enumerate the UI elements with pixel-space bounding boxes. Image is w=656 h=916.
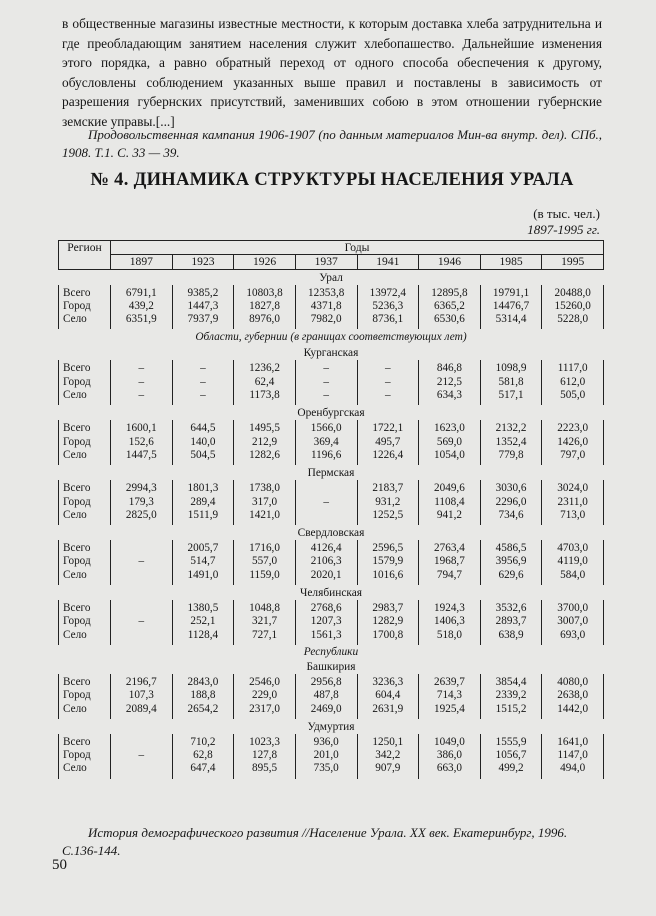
table-cell: 3700,0 — [542, 600, 604, 615]
table-cell: 1511,9 — [172, 509, 234, 525]
table-cell: 386,0 — [419, 749, 481, 762]
table-row — [59, 703, 604, 719]
table-row — [59, 480, 604, 495]
table-cell: 1700,8 — [357, 629, 419, 645]
table-row — [59, 436, 604, 449]
year-range-label: 1897-1995 гг. — [527, 222, 600, 237]
table-cell — [295, 480, 357, 495]
units-note — [527, 206, 600, 238]
table-row — [59, 300, 604, 313]
table-cell: 2596,5 — [357, 540, 419, 555]
table-cell: 1925,4 — [419, 703, 481, 719]
table-row — [59, 674, 604, 689]
table-cell: – — [357, 360, 419, 375]
region-header: Регион — [59, 241, 111, 270]
table-cell: 20488,0 — [542, 285, 604, 300]
table-cell: 439,2 — [111, 300, 173, 313]
table-cell: 638,9 — [480, 629, 542, 645]
table-cell: – — [295, 389, 357, 405]
table-cell: 1128,4 — [172, 629, 234, 645]
population-table — [58, 240, 604, 779]
table-cell: 4703,0 — [542, 540, 604, 555]
row-label: Всего — [59, 734, 111, 749]
year-header: 1995 — [542, 255, 604, 269]
units-label: (в тыс. чел.) — [533, 206, 600, 221]
table-cell: 252,1 — [172, 615, 234, 628]
row-label: Село — [59, 509, 111, 525]
table-cell: 2005,7 — [172, 540, 234, 555]
table-cell: 663,0 — [419, 762, 481, 778]
table-cell: 1352,4 — [480, 436, 542, 449]
table-cell: 317,0 — [234, 496, 296, 509]
table-cell: 3532,6 — [480, 600, 542, 615]
table-cell — [111, 540, 173, 555]
table-cell: 2183,7 — [357, 480, 419, 495]
table-cell: 2132,2 — [480, 420, 542, 435]
row-label: Город — [59, 376, 111, 389]
table-cell: 2049,6 — [419, 480, 481, 495]
region-name: Курганская — [303, 347, 359, 360]
table-row — [59, 689, 604, 702]
table-cell: 12353,8 — [295, 285, 357, 300]
table-cell: – — [111, 555, 173, 568]
table-cell: – — [172, 360, 234, 375]
table-row — [59, 376, 604, 389]
table-cell: 941,2 — [419, 509, 481, 525]
table-cell: 6791,1 — [111, 285, 173, 300]
table-row — [59, 629, 604, 645]
table-cell: 8736,1 — [357, 313, 419, 329]
table-cell: 634,3 — [419, 389, 481, 405]
row-label: Всего — [59, 674, 111, 689]
table-cell: 4119,0 — [542, 555, 604, 568]
table-cell: 4371,8 — [295, 300, 357, 313]
table-cell: 1054,0 — [419, 449, 481, 465]
table-cell: 1924,3 — [419, 600, 481, 615]
table-cell: 734,6 — [480, 509, 542, 525]
table-cell: 2825,0 — [111, 509, 173, 525]
table-cell: 2317,0 — [234, 703, 296, 719]
table-cell: 2994,3 — [111, 480, 173, 495]
table-cell: – — [111, 749, 173, 762]
table-cell: 1555,9 — [480, 734, 542, 749]
region-name: Пермская — [307, 467, 355, 480]
table-cell: 647,4 — [172, 762, 234, 778]
table-cell: 604,4 — [357, 689, 419, 702]
table-cell: 2106,3 — [295, 555, 357, 568]
table-cell: 2631,9 — [357, 703, 419, 719]
table-cell: – — [295, 360, 357, 375]
row-label: Село — [59, 703, 111, 719]
year-header: 1923 — [172, 255, 234, 269]
table-cell: 1049,0 — [419, 734, 481, 749]
table-cell: 3024,0 — [542, 480, 604, 495]
table-cell: 1250,1 — [357, 734, 419, 749]
row-label: Город — [59, 300, 111, 313]
table-cell: 2339,2 — [480, 689, 542, 702]
table-cell: 152,6 — [111, 436, 173, 449]
table-row — [59, 734, 604, 749]
table-cell: 1968,7 — [419, 555, 481, 568]
table-cell: 1716,0 — [234, 540, 296, 555]
table-cell: 735,0 — [295, 762, 357, 778]
region-name: Удмуртия — [307, 720, 355, 733]
table-cell: 1252,5 — [357, 509, 419, 525]
row-label: Село — [59, 569, 111, 585]
table-cell: 140,0 — [172, 436, 234, 449]
table-cell: 584,0 — [542, 569, 604, 585]
table-cell: 1447,3 — [172, 300, 234, 313]
table-cell: 14476,7 — [480, 300, 542, 313]
table-cell — [111, 629, 173, 645]
table-cell: 2983,7 — [357, 600, 419, 615]
row-label: Село — [59, 449, 111, 465]
table-cell: 127,8 — [234, 749, 296, 762]
table-cell: 1173,8 — [234, 389, 296, 405]
table-cell: 846,8 — [419, 360, 481, 375]
section-label-oblasts: Области, губернии (в границах соответствующих лет) — [195, 331, 467, 344]
year-header: 1937 — [295, 255, 357, 269]
source-citation-top: Продовольственная кампания 1906-1907 (по данным материалов Мин-ва внутр. дел). СПб., 1908. Т.1. С. 33 — 39. — [62, 127, 602, 160]
table-cell: 1380,5 — [172, 600, 234, 615]
row-label: Село — [59, 629, 111, 645]
table-cell: 494,0 — [542, 762, 604, 778]
row-label: Город — [59, 615, 111, 628]
table-cell: 3236,3 — [357, 674, 419, 689]
table-cell: 321,7 — [234, 615, 296, 628]
table-cell: 1641,0 — [542, 734, 604, 749]
table-cell: 5236,3 — [357, 300, 419, 313]
table-cell: 3030,6 — [480, 480, 542, 495]
table-cell: – — [111, 615, 173, 628]
table-cell: 1561,3 — [295, 629, 357, 645]
table-cell: 1117,0 — [542, 360, 604, 375]
row-label: Всего — [59, 600, 111, 615]
table-cell: 895,5 — [234, 762, 296, 778]
table-cell: 1442,0 — [542, 703, 604, 719]
table-cell: 179,3 — [111, 496, 173, 509]
table-cell — [295, 509, 357, 525]
table-cell: 188,8 — [172, 689, 234, 702]
table-row — [59, 600, 604, 615]
table-cell: 1827,8 — [234, 300, 296, 313]
table-cell: 2893,7 — [480, 615, 542, 628]
table-cell: 1566,0 — [295, 420, 357, 435]
table-cell: 1023,3 — [234, 734, 296, 749]
table-cell: 1406,3 — [419, 615, 481, 628]
table-cell: 517,1 — [480, 389, 542, 405]
table-cell: 2843,0 — [172, 674, 234, 689]
table-cell: 10803,8 — [234, 285, 296, 300]
table-cell: 1207,3 — [295, 615, 357, 628]
table-cell: 495,7 — [357, 436, 419, 449]
table-cell: 1108,4 — [419, 496, 481, 509]
table-cell: 12895,8 — [419, 285, 481, 300]
table-cell: 1579,9 — [357, 555, 419, 568]
row-label: Всего — [59, 420, 111, 435]
region-name: Оренбургская — [297, 407, 365, 420]
table-cell: 6365,2 — [419, 300, 481, 313]
table-cell: 557,0 — [234, 555, 296, 568]
table-cell: 6530,6 — [419, 313, 481, 329]
year-header-row — [59, 255, 604, 269]
table-cell: 369,4 — [295, 436, 357, 449]
table-cell: 1236,2 — [234, 360, 296, 375]
year-header: 1941 — [357, 255, 419, 269]
table-row — [59, 540, 604, 555]
page-number: 50 — [52, 857, 67, 873]
table-cell: 4080,0 — [542, 674, 604, 689]
row-label: Всего — [59, 360, 111, 375]
table-cell: 7982,0 — [295, 313, 357, 329]
region-name: Урал — [319, 271, 343, 284]
table-cell: 3956,9 — [480, 555, 542, 568]
table-cell: 15260,0 — [542, 300, 604, 313]
table-cell: 2223,0 — [542, 420, 604, 435]
table-cell: 212,5 — [419, 376, 481, 389]
year-header: 1897 — [111, 255, 173, 269]
table-cell: 2296,0 — [480, 496, 542, 509]
table-cell — [111, 734, 173, 749]
table-cell: 727,1 — [234, 629, 296, 645]
table-row — [59, 749, 604, 762]
table-cell: 229,0 — [234, 689, 296, 702]
row-label: Всего — [59, 480, 111, 495]
table-cell: 7937,9 — [172, 313, 234, 329]
table-row — [59, 360, 604, 375]
table-cell: – — [111, 360, 173, 375]
year-header: 1926 — [234, 255, 296, 269]
table-cell: 2196,7 — [111, 674, 173, 689]
table-cell: 714,3 — [419, 689, 481, 702]
table-cell: 581,8 — [480, 376, 542, 389]
table-cell: 2546,0 — [234, 674, 296, 689]
table-row — [59, 285, 604, 300]
row-label: Село — [59, 389, 111, 405]
table-row — [59, 569, 604, 585]
table-cell: 797,0 — [542, 449, 604, 465]
table-cell: 693,0 — [542, 629, 604, 645]
table-cell: 2639,7 — [419, 674, 481, 689]
table-cell: 8976,0 — [234, 313, 296, 329]
table-cell: 713,0 — [542, 509, 604, 525]
table-cell: 569,0 — [419, 436, 481, 449]
table-cell: – — [357, 389, 419, 405]
table-cell: 2638,0 — [542, 689, 604, 702]
table-cell: 644,5 — [172, 420, 234, 435]
table-cell: 3854,4 — [480, 674, 542, 689]
table-cell: 1623,0 — [419, 420, 481, 435]
years-header: Годы — [111, 241, 604, 255]
table-cell: 1196,6 — [295, 449, 357, 465]
table-cell: 514,7 — [172, 555, 234, 568]
table-cell: 1282,9 — [357, 615, 419, 628]
table-cell: 907,9 — [357, 762, 419, 778]
source-citation-bottom: История демографического развития //Население Урала. XX век. Екатеринбург, 1996. С.136-144. — [62, 825, 568, 858]
table-cell: 1159,0 — [234, 569, 296, 585]
table-cell: 3007,0 — [542, 615, 604, 628]
table-row — [59, 555, 604, 568]
table-cell: 779,8 — [480, 449, 542, 465]
table-cell: – — [295, 376, 357, 389]
table-cell: 629,6 — [480, 569, 542, 585]
table-row — [59, 449, 604, 465]
table-cell: – — [111, 389, 173, 405]
table-cell: 1426,0 — [542, 436, 604, 449]
table-cell: 499,2 — [480, 762, 542, 778]
table-row — [59, 509, 604, 525]
table-cell: 1447,5 — [111, 449, 173, 465]
region-name: Челябинская — [299, 587, 363, 600]
table-cell: 5314,4 — [480, 313, 542, 329]
table-cell: 2768,6 — [295, 600, 357, 615]
table-cell: 794,7 — [419, 569, 481, 585]
table-cell — [111, 569, 173, 585]
row-label: Город — [59, 436, 111, 449]
table-row — [59, 762, 604, 778]
table-row — [59, 496, 604, 509]
table-cell: 2020,1 — [295, 569, 357, 585]
table-cell: 1515,2 — [480, 703, 542, 719]
table-cell: – — [111, 376, 173, 389]
row-label: Всего — [59, 540, 111, 555]
table-cell: 1600,1 — [111, 420, 173, 435]
table-cell: 2469,0 — [295, 703, 357, 719]
table-cell: 9385,2 — [172, 285, 234, 300]
row-label: Село — [59, 762, 111, 778]
table-cell: 2654,2 — [172, 703, 234, 719]
table-cell — [111, 762, 173, 778]
table-cell: 212,9 — [234, 436, 296, 449]
table-cell: 4126,4 — [295, 540, 357, 555]
table-cell: 612,0 — [542, 376, 604, 389]
row-label: Всего — [59, 285, 111, 300]
table-cell: 1147,0 — [542, 749, 604, 762]
table-cell: 4586,5 — [480, 540, 542, 555]
table-cell: – — [357, 376, 419, 389]
table-cell: 931,2 — [357, 496, 419, 509]
row-label: Город — [59, 689, 111, 702]
table-cell: 1016,6 — [357, 569, 419, 585]
table-row — [59, 313, 604, 329]
table-cell: 2763,4 — [419, 540, 481, 555]
table-cell: 62,8 — [172, 749, 234, 762]
table-cell: 710,2 — [172, 734, 234, 749]
table-cell: 13972,4 — [357, 285, 419, 300]
table-cell: 1048,8 — [234, 600, 296, 615]
region-name: Свердловская — [297, 527, 365, 540]
table-row — [59, 420, 604, 435]
intro-paragraph: в общественные магазины известные местности, к которым доставка хлеба затруднительна и где преобладающим занятием населения служит хлебопашество. Дальнейшие изменения этого порядка, а равно обратный переход от одного способа обеспечения к другому, обусловлены соблюдением указанных выше правил и поставлены в зависимость от разрешения губернских присутствий, заменивших собою в этом отношении губернские земские управы.[...] — [62, 16, 602, 129]
table-cell: 2089,4 — [111, 703, 173, 719]
table-cell: 342,2 — [357, 749, 419, 762]
row-label: Город — [59, 496, 111, 509]
table-cell: 1098,9 — [480, 360, 542, 375]
table-cell: 62,4 — [234, 376, 296, 389]
table-row — [59, 389, 604, 405]
table-cell: 1282,6 — [234, 449, 296, 465]
row-label: Город — [59, 555, 111, 568]
table-cell: 487,8 — [295, 689, 357, 702]
table-cell: 504,5 — [172, 449, 234, 465]
table-cell: 107,3 — [111, 689, 173, 702]
table-cell: 2311,0 — [542, 496, 604, 509]
row-label: Город — [59, 749, 111, 762]
region-name: Башкирия — [306, 660, 356, 673]
table-cell: 936,0 — [295, 734, 357, 749]
table-cell: 19791,1 — [480, 285, 542, 300]
table-cell: 5228,0 — [542, 313, 604, 329]
table-cell: 1722,1 — [357, 420, 419, 435]
table-cell: 1801,3 — [172, 480, 234, 495]
table-cell: 1226,4 — [357, 449, 419, 465]
table-cell: 1056,7 — [480, 749, 542, 762]
table-cell: 289,4 — [172, 496, 234, 509]
table-cell: 1491,0 — [172, 569, 234, 585]
table-cell — [111, 600, 173, 615]
table-heading: № 4. ДИНАМИКА СТРУКТУРЫ НАСЕЛЕНИЯ УРАЛА — [90, 170, 574, 190]
table-cell: 2956,8 — [295, 674, 357, 689]
table-cell: 1738,0 — [234, 480, 296, 495]
section-label-republics: Республики — [303, 645, 359, 658]
row-label: Село — [59, 313, 111, 329]
year-header: 1946 — [419, 255, 481, 269]
table-cell: – — [295, 496, 357, 509]
table-cell: 6351,9 — [111, 313, 173, 329]
table-cell: 201,0 — [295, 749, 357, 762]
table-cell: 1495,5 — [234, 420, 296, 435]
table-cell: 1421,0 — [234, 509, 296, 525]
table-cell: – — [172, 376, 234, 389]
table-row — [59, 615, 604, 628]
year-header: 1985 — [480, 255, 542, 269]
table-cell: 505,0 — [542, 389, 604, 405]
table-cell: 518,0 — [419, 629, 481, 645]
table-cell: – — [172, 389, 234, 405]
